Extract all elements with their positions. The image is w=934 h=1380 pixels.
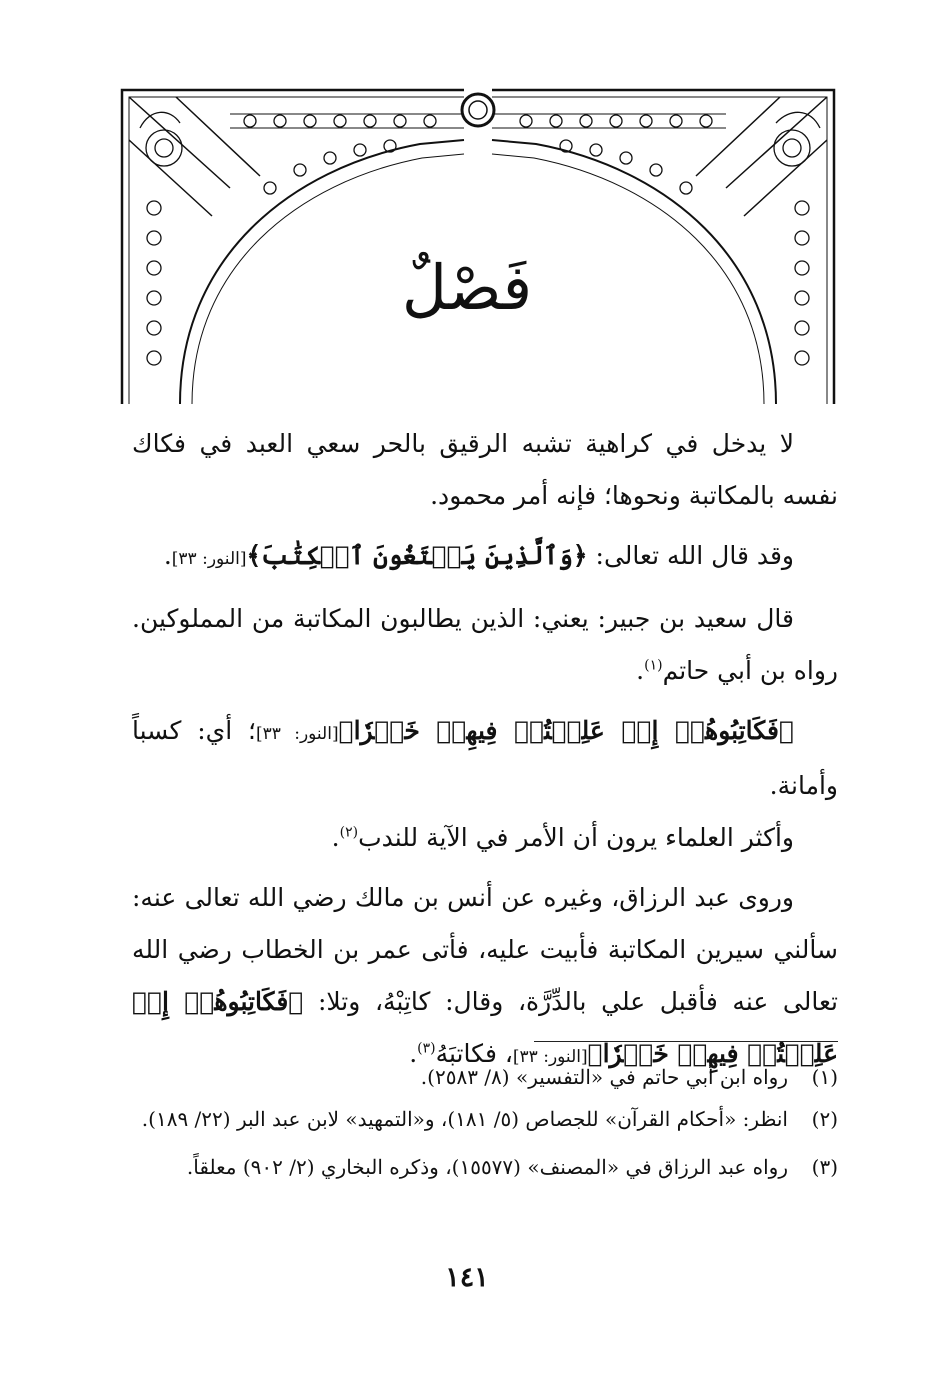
paragraph-6-text: وروى عبد الرزاق، وغيره عن أنس بن مالك رضي الله تعالى عنه: سألني سيرين المكاتبة فأبيت عليه، فأتى عمر بن الخطاب رضي الله تعالى عنه فأقبل علي بالدِّرَّة، وقال: كاتِبْهُ، وتلا: [132, 883, 839, 1016]
paragraph-1: لا يدخل في كراهية تشبه الرقيق بالحر سعي العبد في فكاك نفسه بالمكاتبة ونحوها؛ فإنه أمر محمود. [132, 429, 838, 510]
paragraph-6-tail: ، فكاتبَهُ [435, 1039, 513, 1068]
paragraph-5-text: وأكثر العلماء يرون أن الأمر في الآية للندب [358, 823, 794, 852]
verse-reference: [النور: ٣٣] [255, 724, 339, 744]
footnote-text: رواه عبد الرزاق في «المصنف» (١٥٥٧٧)، وذكره البخاري (٢/ ٩٠٢) معلقاً. [186, 1155, 788, 1179]
paragraph-2-lead: وقد قال الله تعالى: [587, 541, 794, 570]
paragraph-6-end: . [409, 1039, 418, 1068]
main-text [132, 418, 838, 1083]
footnote-number: (٢) [811, 1107, 838, 1131]
footnote-number: (١) [811, 1065, 838, 1089]
arabesque-arch-frame-icon [120, 88, 836, 404]
footnote-marker: (٢) [339, 824, 359, 841]
paragraph-6 [132, 872, 838, 1083]
footnote-3 [132, 1146, 838, 1188]
footnote-marker: (٣) [417, 1040, 436, 1057]
paragraph-4-tail: ؛ أي: كسباً وأمانة. [132, 716, 838, 800]
quran-verse: ﴿فَكَاتِبُوهُمۡ إِنۡ عَلِمۡتُمۡ فِيهِمۡ خَيۡرٗا﴾ [132, 987, 838, 1068]
footnote-number: (٣) [811, 1155, 838, 1179]
footnote-marker: (١) [644, 657, 663, 674]
footnote-text: رواه ابن أبي حاتم في «التفسير» (٨/ ٢٥٨٣). [420, 1065, 788, 1089]
footnote-text: انظر: «أحكام القرآن» للجصاص (٥/ ١٨١)، و«التمهيد» لابن عبد البر (٢٢/ ١٨٩). [141, 1107, 788, 1131]
paragraph-3-text: قال سعيد بن جبير: يعني: الذين يطالبون المكاتبة من المملوكين. رواه بن أبي حاتم [132, 604, 838, 685]
paragraph-5 [132, 812, 838, 864]
footnotes [132, 1056, 838, 1188]
quran-verse: ﴿فَكَاتِبُوهُمۡ إِنۡ عَلِمۡتُمۡ فِيهِمۡ خَيۡرٗا﴾ [338, 716, 794, 745]
footnote-1 [132, 1056, 838, 1098]
paragraph-2-tail: . [163, 541, 172, 570]
arch-ornament-frame [120, 88, 836, 404]
footnote-divider [534, 1041, 838, 1042]
paragraph-3-tail: . [636, 656, 645, 685]
verse-reference: [النور: ٣٣] [512, 1047, 588, 1067]
paragraph-2 [132, 530, 838, 585]
footnote-2 [132, 1098, 838, 1140]
paragraph-5-tail: . [331, 823, 340, 852]
page-number: ١٤١ [445, 1262, 489, 1293]
paragraph-4 [132, 705, 838, 812]
chapter-title: فَصْلٌ [401, 251, 533, 324]
quran-verse: ﴿وَٱلَّذِينَ يَبۡتَغُونَ ٱلۡكِتَٰبَ﴾ [246, 541, 588, 570]
paragraph-3 [132, 593, 838, 697]
verse-reference: [النور: ٣٣] [171, 549, 247, 569]
